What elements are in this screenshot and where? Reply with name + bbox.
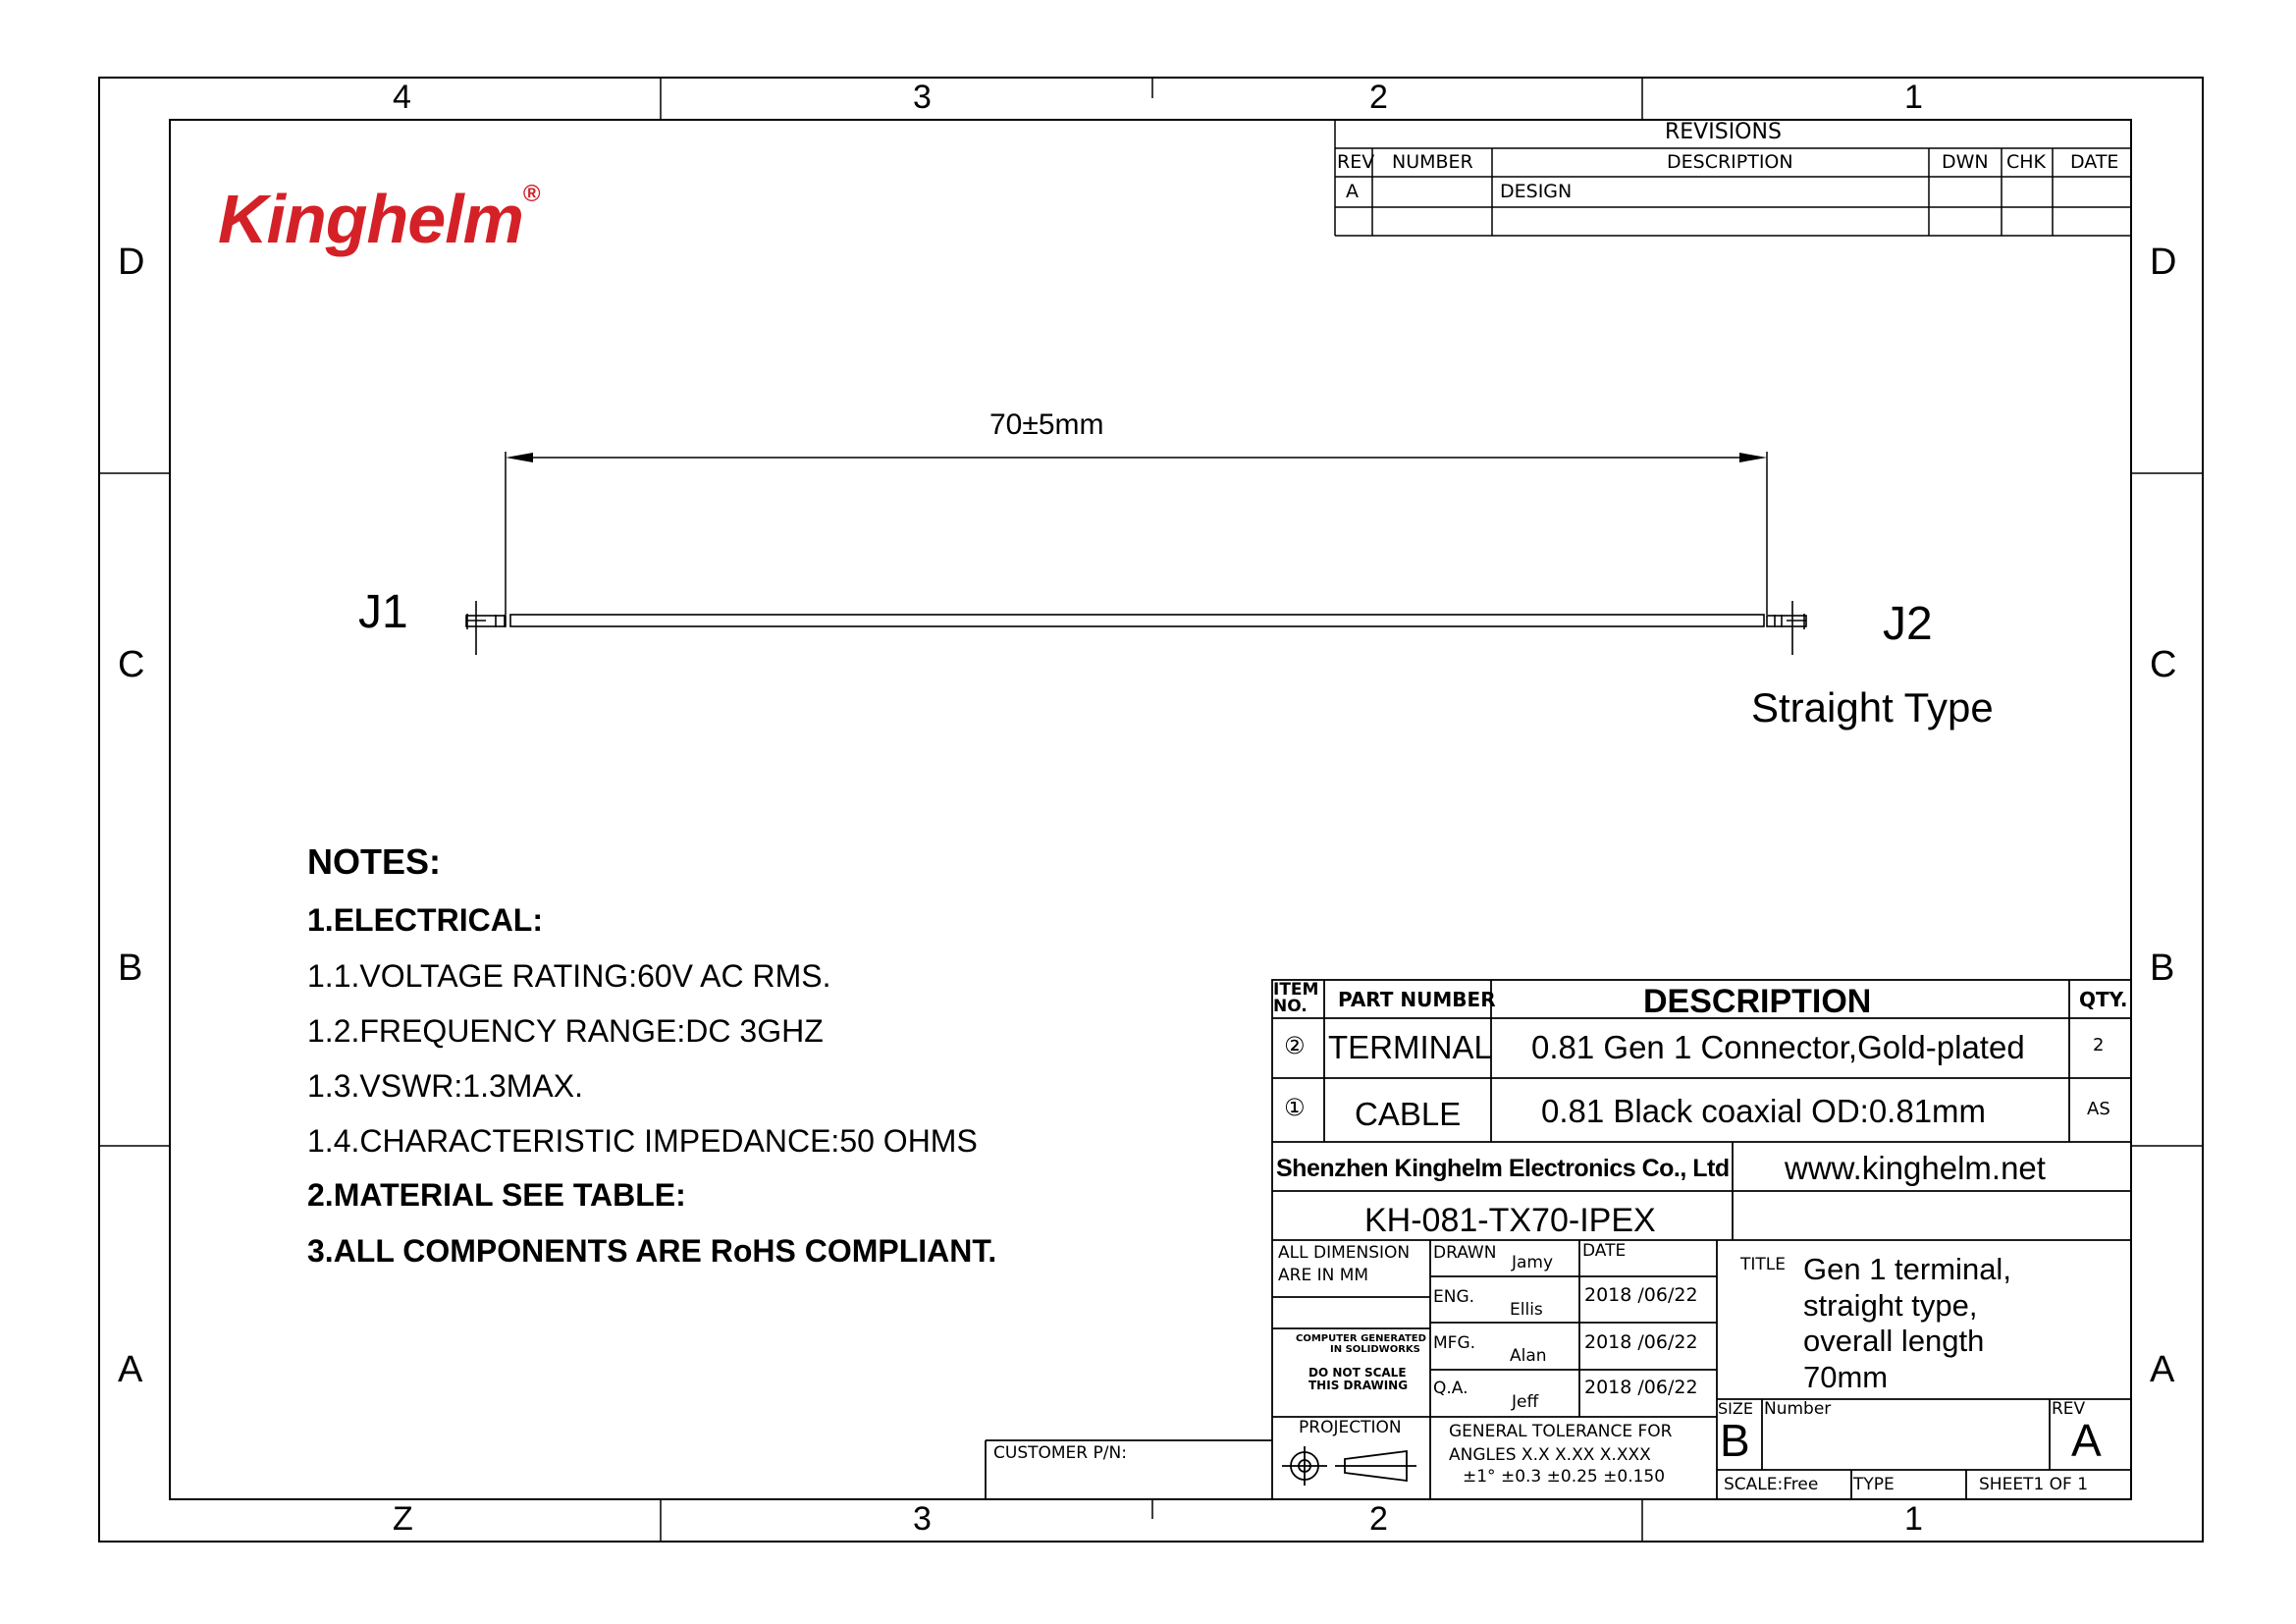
tolerance-line-2: ANGLES X.X X.XX X.XXX: [1449, 1445, 1651, 1465]
bom-row-item: ②: [1284, 1032, 1306, 1059]
j2-label: J2: [1883, 598, 1933, 650]
straight-type-label: Straight Type: [1751, 684, 1994, 731]
title-line: Gen 1 terminal,: [1803, 1252, 2011, 1286]
bom-header-description: DESCRIPTION: [1643, 983, 1872, 1020]
scale-label: SCALE:Free: [1724, 1475, 1819, 1494]
bom-row-part: TERMINAL: [1328, 1029, 1492, 1065]
title-line: straight type,: [1803, 1287, 1978, 1323]
tolerance-line-1: GENERAL TOLERANCE FOR: [1449, 1422, 1673, 1441]
bom-header-item: [1273, 982, 1318, 1015]
rev-row-description: DESIGN: [1500, 181, 1573, 202]
all-dimension-line-2: ARE IN MM: [1278, 1266, 1369, 1285]
j1-label: J1: [358, 586, 408, 638]
title-line: overall length: [1803, 1324, 1985, 1358]
note-line: 1.2.FREQUENCY RANGE:DC 3GHZ: [307, 1013, 824, 1049]
zone-bottom-1: 1: [1904, 1500, 1923, 1538]
note-line: 1.3.VSWR:1.3MAX.: [307, 1068, 583, 1104]
qa-label: Q.A.: [1433, 1379, 1468, 1398]
mfg-label: MFG.: [1433, 1333, 1476, 1353]
projection-symbol: [1282, 1446, 1416, 1486]
drawn-name: Jamy: [1512, 1253, 1554, 1272]
note-line: 1.4.CHARACTERISTIC IMPEDANCE:50 OHMS: [307, 1123, 978, 1159]
rev-value: A: [2071, 1415, 2102, 1466]
dimension-line: [506, 452, 1767, 615]
row-left-b: B: [118, 947, 143, 989]
note-line: 3.ALL COMPONENTS ARE RoHS COMPLIANT.: [307, 1233, 997, 1269]
zone-bottom-4: Z: [393, 1500, 413, 1538]
cable-drawing: [466, 452, 1806, 655]
company-name: Shenzhen Kinghelm Electronics Co., Ltd: [1276, 1155, 1730, 1182]
do-not-scale-1: DO NOT SCALE: [1308, 1366, 1407, 1380]
sheet-label: SHEET1 OF 1: [1979, 1475, 2089, 1494]
row-left-c: C: [118, 644, 145, 685]
tolerance-line-3: ±1° ±0.3 ±0.25 ±0.150: [1463, 1467, 1666, 1487]
bom-row-item: ①: [1284, 1094, 1306, 1121]
bom-row-description: 0.81 Gen 1 Connector,Gold-plated: [1531, 1029, 2025, 1065]
bom-row-qty: AS: [2087, 1099, 2110, 1119]
part-code: KH-081-TX70-IPEX: [1364, 1202, 1656, 1239]
eng-name: Ellis: [1510, 1300, 1543, 1320]
bom-header-part-number: PART NUMBER: [1338, 988, 1496, 1011]
row-right-c: C: [2150, 644, 2177, 685]
eng-label: ENG.: [1433, 1287, 1475, 1307]
note-line: 1.1.VOLTAGE RATING:60V AC RMS.: [307, 958, 831, 994]
eng-date: 2018 /06/22: [1584, 1284, 1698, 1306]
notes-title: NOTES:: [307, 841, 442, 882]
qa-date: 2018 /06/22: [1584, 1377, 1698, 1398]
rev-header-description: DESCRIPTION: [1667, 151, 1793, 173]
rev-row-rev: A: [1346, 181, 1359, 202]
row-right-a: A: [2150, 1349, 2175, 1390]
zone-top-2: 2: [1369, 79, 1388, 116]
revisions-title: REVISIONS: [1665, 120, 1782, 144]
bom-header-qty: QTY.: [2079, 988, 2128, 1011]
title-label: TITLE: [1740, 1255, 1786, 1274]
size-value: B: [1720, 1415, 1750, 1466]
type-label: TYPE: [1853, 1475, 1895, 1494]
j2-connector: [1767, 601, 1806, 655]
row-right-d: D: [2150, 242, 2177, 283]
bom-row-description: 0.81 Black coaxial OD:0.81mm: [1541, 1093, 1987, 1129]
row-right-b: B: [2150, 947, 2175, 989]
dimension-arrow-left: [506, 453, 533, 462]
bom-row-qty: 2: [2093, 1035, 2105, 1056]
mfg-name: Alan: [1510, 1346, 1547, 1366]
rev-header-rev: REV: [1337, 151, 1375, 173]
dimension-label: 70±5mm: [989, 408, 1104, 441]
bom-header-item-2: NO.: [1273, 997, 1308, 1016]
bom-header-item-1: ITEM: [1273, 980, 1319, 1000]
j1-connector: [466, 601, 506, 655]
zone-bottom-3: 3: [913, 1500, 932, 1538]
bom-row-part: CABLE: [1355, 1096, 1462, 1132]
website: www.kinghelm.net: [1785, 1150, 2046, 1186]
kinghelm-logo: [218, 181, 540, 257]
drawn-label: DRAWN: [1433, 1243, 1497, 1263]
zone-top-3: 3: [913, 79, 932, 116]
row-left-d: D: [118, 242, 145, 283]
rev-header-date: DATE: [2070, 151, 2119, 173]
qa-name: Jeff: [1512, 1392, 1539, 1412]
number-label: Number: [1764, 1399, 1832, 1419]
cable-body: [510, 615, 1764, 626]
title-line: 70mm: [1803, 1359, 1889, 1394]
note-line: 1.ELECTRICAL:: [307, 902, 543, 938]
row-left-a: A: [118, 1349, 143, 1390]
computer-generated-1: COMPUTER GENERATED: [1296, 1333, 1426, 1344]
logo-text: Kinghelm: [218, 181, 523, 257]
note-line: 2.MATERIAL SEE TABLE:: [307, 1177, 686, 1213]
rev-header-chk: CHK: [2006, 151, 2047, 173]
do-not-scale-2: THIS DRAWING: [1308, 1379, 1409, 1392]
rev-header-number: NUMBER: [1392, 151, 1473, 173]
projection-label: PROJECTION: [1299, 1418, 1402, 1437]
rev-header-dwn: DWN: [1942, 151, 1989, 173]
all-dimension-line-1: ALL DIMENSION: [1278, 1243, 1411, 1263]
registered-mark: ®: [522, 181, 540, 207]
zone-top-1: 1: [1904, 79, 1923, 116]
rev-label: REV: [2052, 1399, 2086, 1419]
dimension-arrow-right: [1739, 453, 1767, 462]
size-label: SIZE: [1718, 1399, 1753, 1418]
zone-bottom-2: 2: [1369, 1500, 1388, 1538]
computer-generated-2: IN SOLIDWORKS: [1330, 1344, 1420, 1355]
customer-pn-label: CUSTOMER P/N:: [993, 1443, 1127, 1463]
drawing-title: [1803, 1252, 2011, 1395]
date-label: DATE: [1582, 1241, 1627, 1261]
zone-top-4: 4: [393, 79, 411, 116]
mfg-date: 2018 /06/22: [1584, 1331, 1698, 1353]
